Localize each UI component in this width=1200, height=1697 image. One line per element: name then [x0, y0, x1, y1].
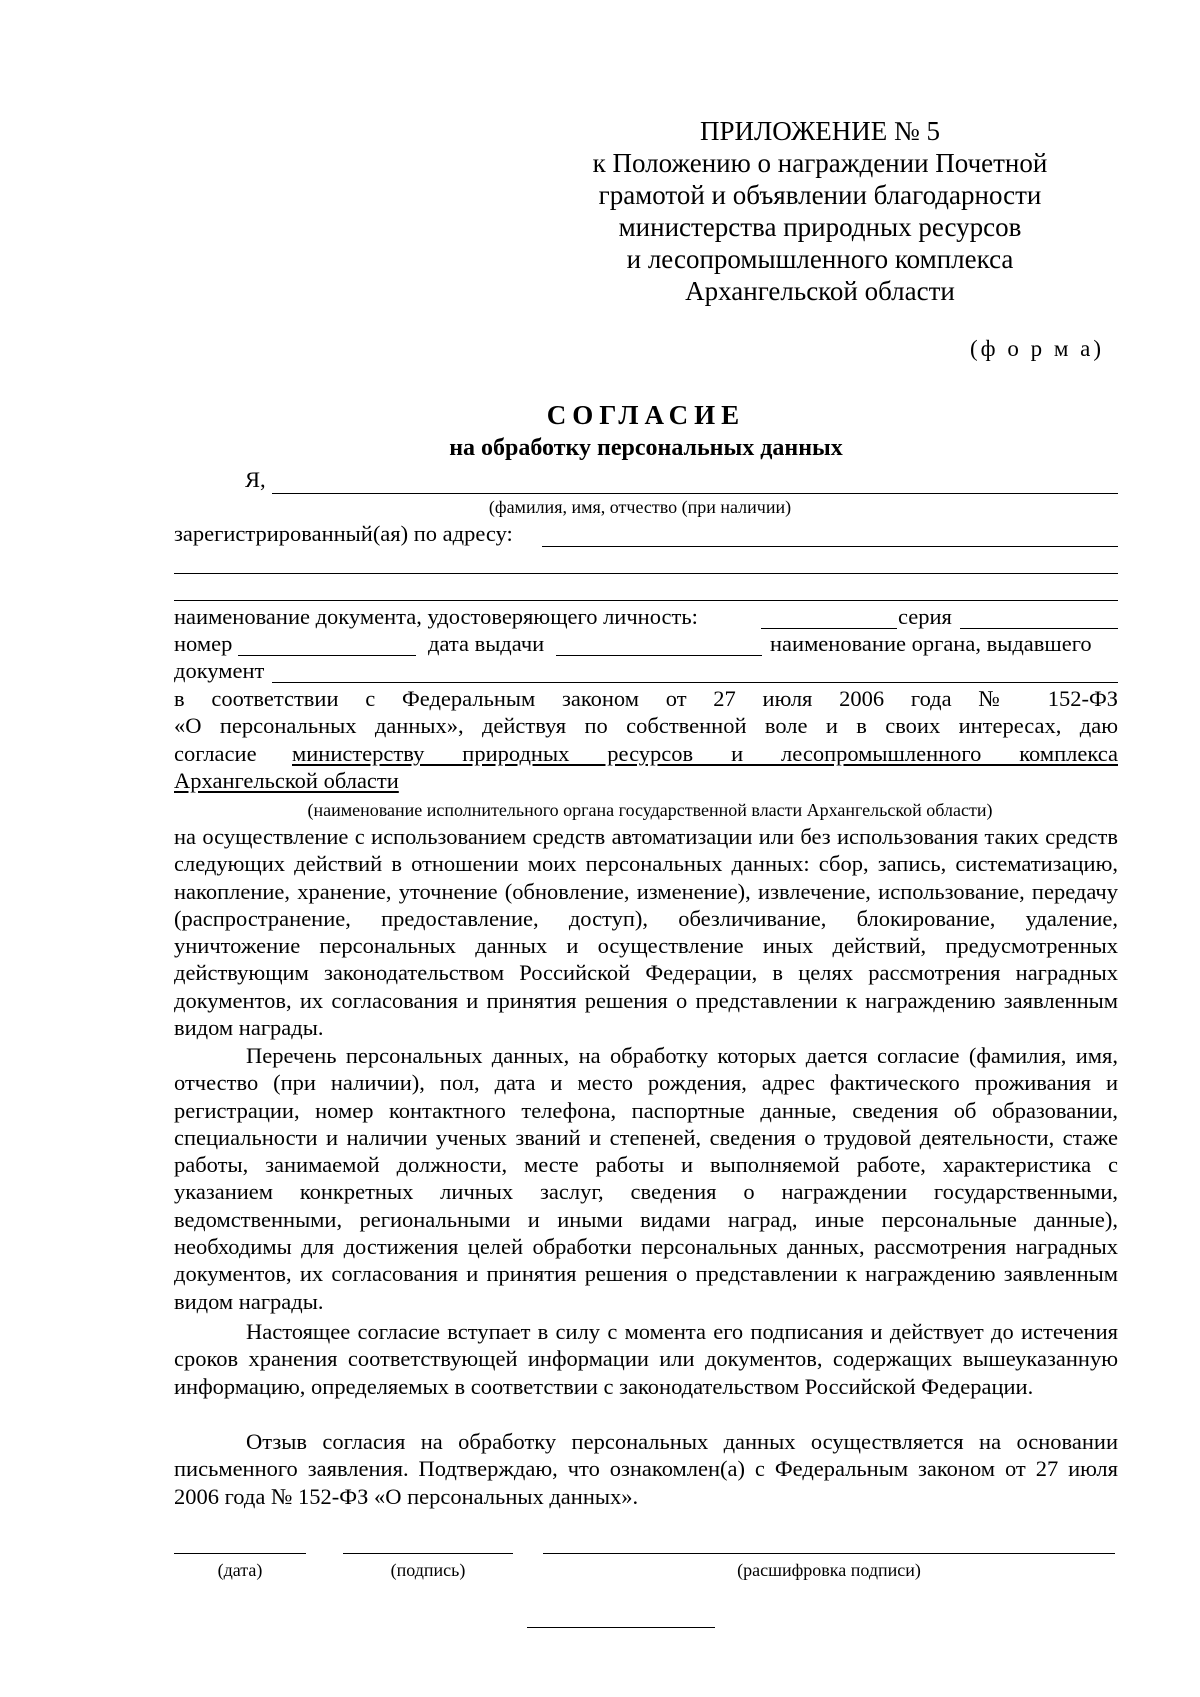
form-mark: (ф о р м а) [970, 336, 1104, 361]
issuer-label: наименование органа, выдавшего [770, 631, 1092, 656]
date-input-line[interactable] [174, 1553, 306, 1554]
footer-divider [527, 1627, 715, 1628]
consent-line-2: «О персональных данных», действуя по собственной воле и в своих интересах, даю [174, 713, 1118, 738]
fio-input-line[interactable] [272, 493, 1118, 494]
address-input-line-2[interactable] [174, 573, 1118, 574]
paragraph-actions: на осуществление с использованием средств автоматизации или без использования таких средств следующих действий в отношении моих персональных данных: сбор, запись, систематизацию, накопление, хранение, уточнение (обновление, изменение), извлечение, использование, передачу (распространение, предоставление, доступ), обезличивание, блокирование, удаление, уничтожение персональных данных и осуществление иных действий, предусмотренных действующим законодательством Российской Федерации, в целях рассмотрения наградных документов, их согласования и принятия решения о представлении к награждению заявленным видом награды. [174, 824, 1118, 1041]
fio-caption: (фамилия, имя, отчество (при наличии) [488, 497, 792, 517]
consent-organization: министерству природных ресурсов и лесопромышленного комплекса [292, 741, 1118, 766]
appendix-line: ПРИЛОЖЕНИЕ № 5 [699, 116, 941, 146]
issue-date-input-line[interactable] [556, 655, 762, 656]
appendix-line: и лесопромышленного комплекса [626, 244, 1014, 274]
appendix-line: к Положению о награждении Почетной [592, 148, 1048, 178]
organization-caption: (наименование исполнительного органа государственной власти Архангельской области) [307, 800, 993, 820]
signature-input-line[interactable] [343, 1553, 513, 1554]
doc-name-label: наименование документа, удостоверяющего личность: [174, 604, 698, 629]
issuer-label-2: документ [174, 658, 265, 683]
number-label: номер [174, 631, 233, 656]
consent-organization-2: Архангельской области [174, 768, 399, 793]
paragraph-data-list: Перечень персональных данных, на обработку которых дается согласие (фамилия, имя, отчество (при наличии), пол, дата и место рождения, адрес фактического проживания и регистрации, номер контактного телефона, паспортные данные, сведения об образовании, специальности и наличии ученых званий и степеней, сведения о трудовой деятельности, стаже работы, занимаемой должности, месте работы и выполняемой работе, характеристика с указанием конкретных личных заслуг, сведения о награждении государственными, ведомственными, региональными и иными видами наград, иные персональные данные), необходимы для достижения целей обработки персональных данных, рассмотрения наградных документов, их согласования и принятия решения о представлении к награждению заявленным видом награды. [174, 1043, 1118, 1314]
consent-line-1: в соответствии с Федеральным законом от 27 июля 2006 года № 152-ФЗ [174, 686, 1118, 711]
document-subtitle: на обработку персональных данных [449, 435, 843, 461]
number-input-line[interactable] [238, 655, 416, 656]
address-input-line[interactable] [542, 546, 1118, 547]
consent-prefix: согласие [174, 741, 257, 766]
appendix-header [560, 115, 1080, 307]
paragraph-validity: Настоящее согласие вступает в силу с момента его подписания и действует до истечения сроков хранения соответствующей информации или документов, содержащих вышеуказанную информацию, определяемых в соответствии с законодательством Российской Федерации. [174, 1319, 1118, 1399]
series-input-line[interactable] [960, 628, 1118, 629]
address-input-line-3[interactable] [174, 600, 1118, 601]
signature-caption: (подпись) [390, 1560, 466, 1580]
series-label: серия [898, 604, 952, 629]
ya-label: Я, [245, 467, 266, 492]
address-label: зарегистрированный(ая) по адресу: [174, 521, 513, 546]
appendix-line: министерства природных ресурсов [618, 212, 1022, 242]
appendix-line: грамотой и объявлении благодарности [598, 180, 1042, 210]
issuer-input-line[interactable] [272, 682, 1118, 683]
issue-date-label: дата выдачи [428, 631, 545, 656]
decoding-caption: (расшифровка подписи) [737, 1560, 921, 1580]
date-caption: (дата) [217, 1560, 263, 1580]
document-title: СОГЛАСИЕ [546, 400, 746, 430]
doc-name-input-line[interactable] [761, 628, 897, 629]
decoding-input-line[interactable] [543, 1553, 1115, 1554]
paragraph-revocation: Отзыв согласия на обработку персональных данных осуществляется на основании письменного заявления. Подтверждаю, что ознакомлен(а) с Федеральным законом от 27 июля 2006 года № 152-ФЗ «О персональных данных». [174, 1429, 1118, 1509]
appendix-line: Архангельской области [685, 276, 955, 306]
